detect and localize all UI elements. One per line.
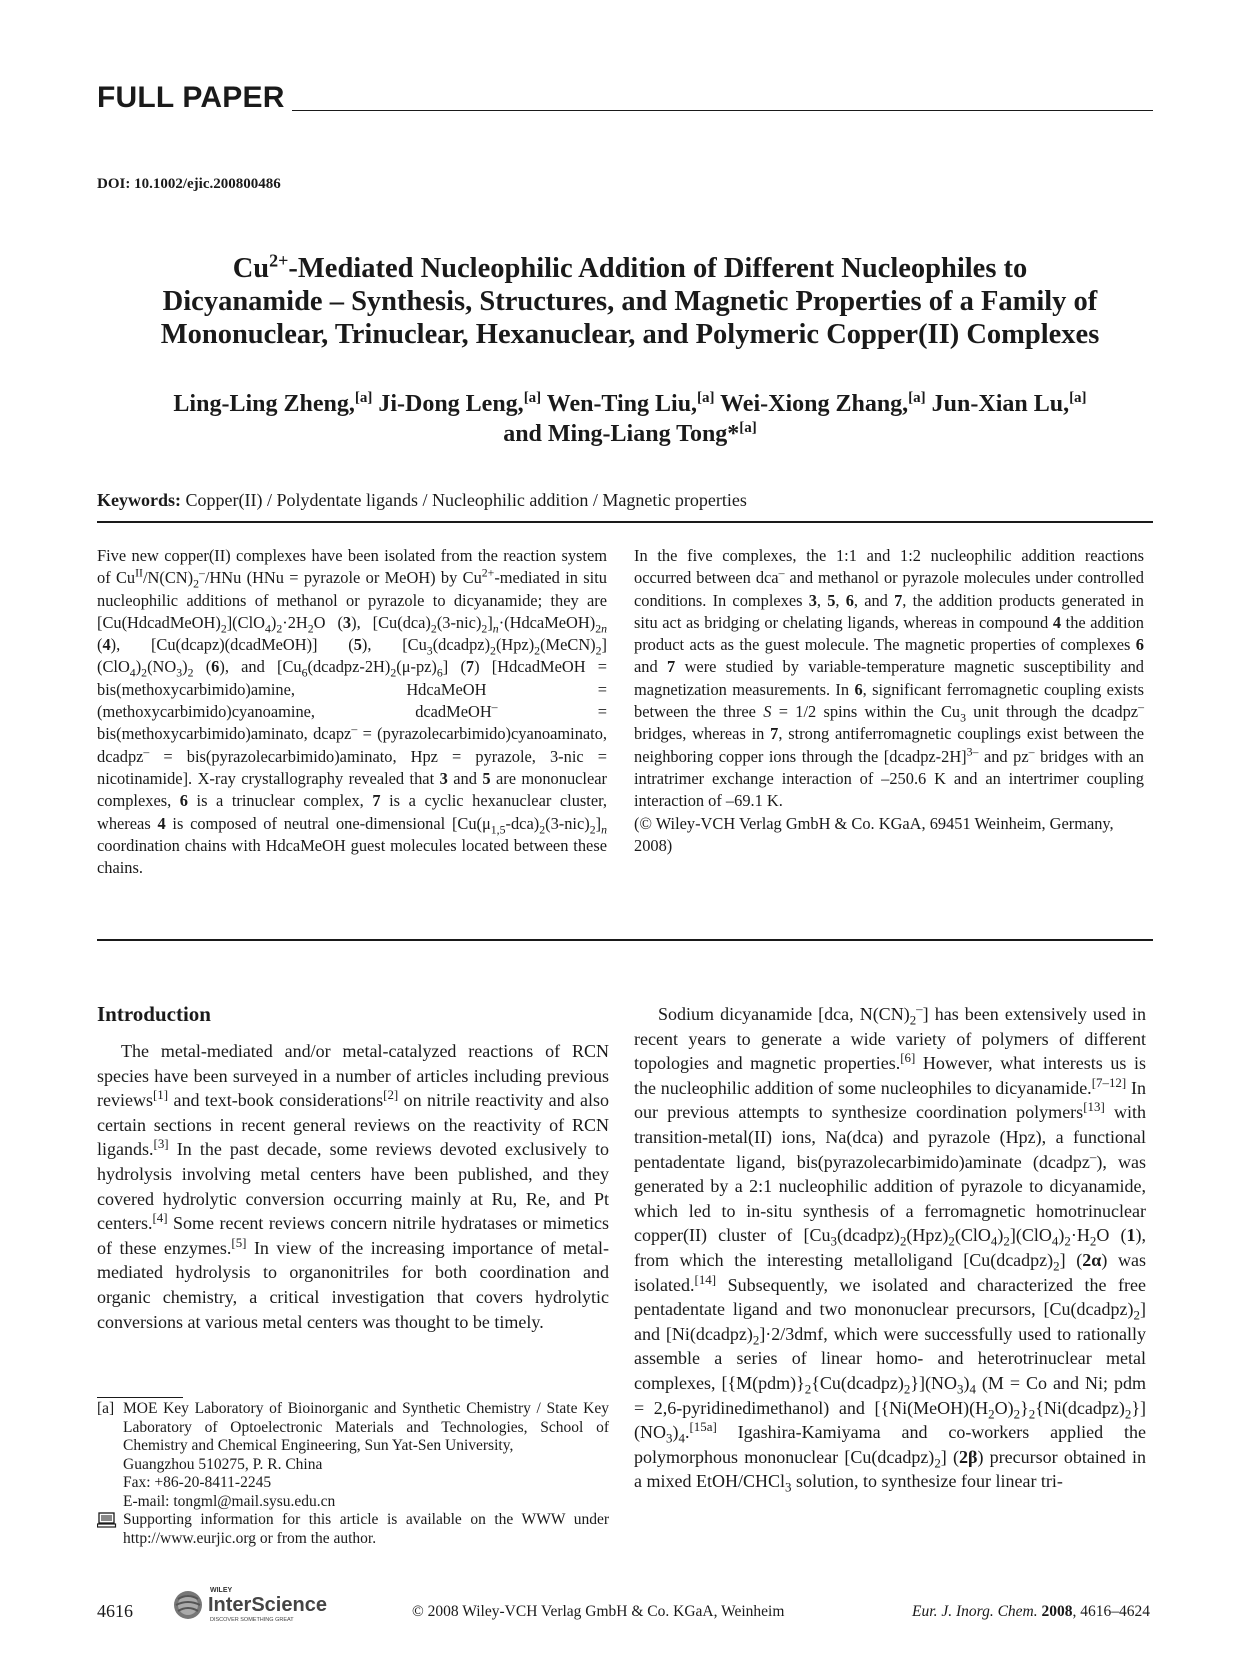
author-name: Wei-Xiong Zhang, [720,391,909,417]
introduction-left-column: The metal-mediated and/or metal-catalyzed reactions of RCN species have been surveyed in a number of articles including previous reviews[1] and text-book considerations[2] on nitrile reactivity and also certain sections in recent general reviews on the reactivity of RCN ligands.[3] In the past decade, some reviews devoted exclusively to hydrolysis involving metal centers have been published, and they covered hydrolytic conversion occurring mainly at Ru, Re, and Pt centers.[4] Some recent reviews concern nitrile hydratases or mimetics of these enzymes.[5] In view of the increasing importance of metal-mediated hydrolysis to organonitriles for both coordination and organic chemistry, a critical investigation that covers hydrolytic conversions at various metal centers was thought to be timely. [97,1041,610,1332]
affiliation-footnote: [a] MOE Key Laboratory of Bioinorganic and Synthetic Chemistry / State Key Laboratory of Optoelectronic Materials and Technologies, School of Chemistry and Chemical Engineering, Sun Yat-Sen University, Guangzhou 510275, P. R. China Fax: +86-20-8411-2245 E-mail: tongml@mail.sysu.edu.cn Supporting information for this article is available on the WWW under http://www.eurjic.org or from the author. [97,1400,609,1547]
abstract-top-rule [97,521,1153,523]
author-list: Ling-Ling Zheng,[a] Ji-Dong Leng,[a] Wen-Ting Liu,[a] Wei-Xiong Zhang,[a] Jun-Xian Lu,[a] and Ming-Liang Tong*[a] [173,390,1087,447]
author-name: Ji-Dong Leng, [378,391,524,417]
supporting-info-note: Supporting information for this article is available on the WWW under http://www.eurjic.org or from the author. [123,1511,609,1547]
author-name: Wen-Ting Liu, [546,391,698,417]
author-name: and Ming-Liang Tong* [503,421,740,447]
abstract-bottom-rule [97,939,1153,941]
computer-icon [97,1511,123,1548]
section-heading: Introduction [97,1002,211,1026]
footnote-label: [a] [97,1400,115,1417]
author-email: E-mail: tongml@mail.sysu.edu.cn [123,1492,336,1510]
keywords: Keywords: Copper(II) / Polydentate ligands / Nucleophilic addition / Magnetic properties [97,490,747,510]
page-number: 4616 [97,1601,133,1621]
header-rule [292,110,1153,111]
doi: DOI: 10.1002/ejic.200800486 [97,176,281,192]
author-name: Ling-Ling Zheng, [173,391,355,417]
footer-copyright: © 2008 Wiley-VCH Verlag GmbH & Co. KGaA, Weinheim [412,1603,785,1620]
svg-text:DISCOVER SOMETHING GREAT: DISCOVER SOMETHING GREAT [210,1617,294,1623]
svg-text:InterScience: InterScience [208,1594,327,1616]
abstract-right-column: In the five complexes, the 1:1 and 1:2 nucleophilic addition reactions occurred between dca– and methanol or pyrazole molecules under controlled conditions. In complexes 3, 5, 6, and 7, the addition products generated in situ act as bridging or chelating ligands, whereas in compound 4 the addition product acts as the guest molecule. The magnetic properties of complexes 6 and 7 were studied by variable-temperature magnetic susceptibility and magnetization measurements. In 6, significant ferromagnetic coupling exists between the three S = 1/2 spins within the $Cu_3$ unit through the dcadpz– bridges, whereas in 7, strong antiferromagnetic couplings exist between the neighboring copper ions through the [dcadpz-2H]$^{3-}$ and pz– bridges with an intratrimer exchange interaction of –250.6 K and an intertrimer coupling interaction of –69.1 K. (© Wiley-VCH Verlag GmbH & Co. KGaA, 69451 Weinheim, Germany, 2008) [634,545,1144,857]
journal-reference: Eur. J. Inorg. Chem. 2008, 4616–4624 [912,1603,1150,1620]
publisher-logo [170,1583,340,1632]
section-label: FULL PAPER [97,81,285,114]
copyright-note: (© Wiley-VCH Verlag GmbH & Co. KGaA, 69451 Weinheim, Germany, 2008) [634,813,1114,855]
abstract-left-column: Five new copper(II) complexes have been isolated from the reaction system of $Cu^{II}/N(CN)_2^-$/HNu (HNu = pyrazole or MeOH) by $Cu^{2+}$-mediated in situ nucleophilic additions of methanol or pyrazole to dicyanamide; they are $[Cu(HdcadMeOH)_2](ClO_4)_2\cdot 2H_2O$ (3), $[Cu(dca)_2(3-nic)_2]_n\cdot(HdcaMeOH)_{2n}$ (4), [Cu(dcapz)(dcadMeOH)] (5), $[Cu_3(dcadpz)_2(Hpz)_2(MeCN)_2](ClO_4)_2(NO_3)_2$ (6), and $[Cu_6(dcadpz-2H)_2(\mu-pz)_6]$ (7) [HdcadMeOH = bis(methoxycarbimido)amine, HdcaMeOH = (methoxycarbimido)cyanoamine, dcadMeOH– = bis(methoxycarbimido)aminato, dcapz– = (pyrazolecarbimido)cyanoaminato, dcadpz– = bis(pyrazolecarbimido)aminato, Hpz = pyrazole, 3-nic = nicotinamide]. X-ray crystallography revealed that 3 and 5 are mononuclear complexes, 6 is a trinuclear complex, 7 is a cyclic hexanuclear cluster, whereas 4 is composed of neutral one-dimensional $[Cu(\mu_{1,5}-dca)_2(3-nic)_2]_n$ coordination chains with HdcaMeOH guest molecules located between these chains. [97,546,608,878]
footnote-rule [97,1397,183,1398]
introduction-right-column: Sodium dicyanamide [dca, $N(CN)_2^-$] has been extensively used in recent years to generate a wide variety of polymers of different topologies and magnetic properties.[6] However, what interests us is the nucleophilic addition of some nucleophiles to dicyanamide.[7–12] In our previous attempts to synthesize coordination polymers[13] with transition-metal(II) ions, Na(dca) and pyrazole (Hpz), a functional pentadentate ligand, bis(pyrazolecarbimido)aminate (dcadpz–), was generated by a 2:1 nucleophilic addition of pyrazole to dicyanamide, which led to in-situ synthesis of a ferromagnetic homotrinuclear copper(II) cluster of $[Cu_3(dcadpz)_2(Hpz)_2(ClO_4)_2](ClO_4)_2\cdot H_2O$ (1), from which the interesting metalloligand $[Cu(dcadpz)_2]$ (2α) was isolated.[14] Subsequently, we isolated and characterized the free pentadentate ligand and two mononuclear precursors, $[Cu(dcadpz)_2]$ and $[Ni(dcadpz)_2]\cdot 2/3dmf$, which were successfully used to rationally assemble a series of linear homo- and heterotrinuclear metal complexes, $[\{M(pdm)\}_2\{Cu(dcadpz)_2\}](NO_3)_4$ (M = Co and Ni; pdm = 2,6-pyridinedimethanol) and $[\{Ni(MeOH)(H_2O)_2\}_2\{Ni(dcadpz)_2\}](NO_3)_4.[15a]$ Igashira-Kamiyama and co-workers applied the polymorphous mononuclear $[Cu(dcadpz)_2]$ (2β) precursor obtained in a mixed EtOH/CHCl$_3$ solution, to synthesize four linear tri- [634,1001,1147,1495]
svg-text:WILEY: WILEY [210,1587,233,1594]
article-title: $Cu^{2+}$-Mediated Nucleophilic Addition of Different Nucleophiles to Dicyanamide – Synthesis, Structures, and Magnetic Properties of a Family of Mononuclear, Trinuclear, Hexanuclear, and Polymeric Copper(II) Complexes [160,250,1100,350]
author-name: Jun-Xian Lu, [931,391,1070,417]
